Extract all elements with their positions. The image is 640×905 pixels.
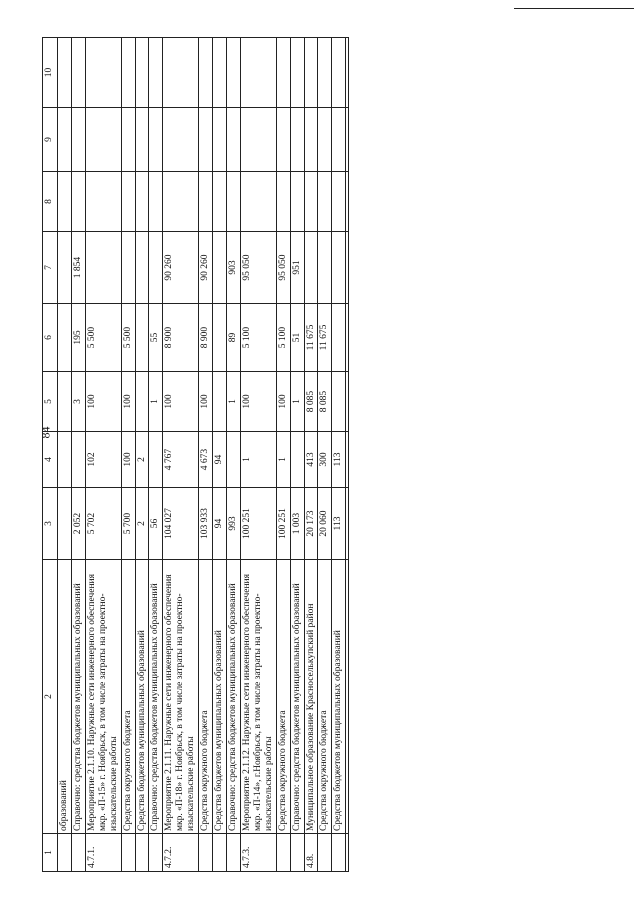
value-col6 <box>213 304 227 372</box>
value-col4: 4 673 <box>199 432 213 488</box>
row-name: образований <box>58 560 72 834</box>
value-col7 <box>58 232 72 304</box>
value-col6 <box>346 304 349 372</box>
value-col4: 94 <box>213 432 227 488</box>
value-col6: 195 <box>71 304 85 372</box>
table-row <box>318 38 332 872</box>
value-col9 <box>85 108 121 172</box>
value-col6: 11 675 <box>304 304 318 372</box>
row-code <box>318 834 332 872</box>
value-col4 <box>346 432 349 488</box>
value-col5 <box>332 372 346 432</box>
value-col8 <box>121 172 135 232</box>
value-col6 <box>332 304 346 372</box>
value-col3 <box>58 488 72 560</box>
value-col5: 100 <box>85 372 121 432</box>
row-code: 4.7.2. <box>163 834 199 872</box>
value-col4: 113 <box>332 432 346 488</box>
value-col9 <box>304 108 318 172</box>
row-name: Средства окружного бюджета <box>121 560 135 834</box>
value-col9 <box>213 108 227 172</box>
value-col9 <box>290 108 304 172</box>
value-col5 <box>213 372 227 432</box>
table-row <box>85 38 121 872</box>
value-col3 <box>346 488 349 560</box>
value-col5: 8 085 <box>318 372 332 432</box>
value-col10 <box>240 38 276 108</box>
value-col8 <box>71 172 85 232</box>
row-name: Справочно: средства бюджетов муниципальных образований <box>226 560 240 834</box>
row-name <box>346 560 349 834</box>
value-col8 <box>199 172 213 232</box>
value-col9 <box>199 108 213 172</box>
value-col8 <box>149 172 163 232</box>
value-col8 <box>85 172 121 232</box>
row-name: Средства бюджетов муниципальных образований <box>135 560 149 834</box>
table-row <box>240 38 276 872</box>
value-col10 <box>199 38 213 108</box>
value-col7 <box>135 232 149 304</box>
value-col5 <box>346 372 349 432</box>
value-col10 <box>318 38 332 108</box>
value-col5: 100 <box>163 372 199 432</box>
value-col9 <box>163 108 199 172</box>
row-code <box>290 834 304 872</box>
row-code: 4.7.1. <box>85 834 121 872</box>
value-col4: 100 <box>121 432 135 488</box>
value-col6 <box>135 304 149 372</box>
row-name: Справочно: средства бюджетов муниципальных образований <box>71 560 85 834</box>
table-row <box>58 38 72 872</box>
value-col9 <box>276 108 290 172</box>
value-col4: 1 <box>240 432 276 488</box>
value-col10 <box>276 38 290 108</box>
value-col5 <box>135 372 149 432</box>
value-col10 <box>213 38 227 108</box>
value-col10 <box>85 38 121 108</box>
value-col3: 104 027 <box>163 488 199 560</box>
value-col3: 20 173 <box>304 488 318 560</box>
row-name: Справочно: средства бюджетов муниципальных образований <box>149 560 163 834</box>
table-row <box>149 38 163 872</box>
row-code <box>346 834 349 872</box>
header-row <box>43 38 58 872</box>
top-rule <box>514 8 634 9</box>
value-col5: 3 <box>71 372 85 432</box>
table-row <box>121 38 135 872</box>
budget-table <box>42 37 349 872</box>
table-row <box>163 38 199 872</box>
value-col7: 903 <box>226 232 240 304</box>
row-name: Средства окружного бюджета <box>199 560 213 834</box>
value-col8 <box>276 172 290 232</box>
value-col10 <box>304 38 318 108</box>
value-col6: 55 <box>149 304 163 372</box>
value-col8 <box>213 172 227 232</box>
value-col6: 5 500 <box>85 304 121 372</box>
value-col6: 5 500 <box>121 304 135 372</box>
header-cell: 7 <box>43 232 58 304</box>
value-col3: 56 <box>149 488 163 560</box>
value-col9 <box>58 108 72 172</box>
value-col8 <box>332 172 346 232</box>
header-cell: 8 <box>43 172 58 232</box>
value-col6: 5 100 <box>240 304 276 372</box>
value-col8 <box>226 172 240 232</box>
value-col9 <box>121 108 135 172</box>
value-col6: 89 <box>226 304 240 372</box>
value-col4: 300 <box>318 432 332 488</box>
row-code <box>135 834 149 872</box>
row-code <box>213 834 227 872</box>
value-col3: 20 060 <box>318 488 332 560</box>
value-col8 <box>304 172 318 232</box>
value-col5: 1 <box>290 372 304 432</box>
value-col10 <box>58 38 72 108</box>
value-col6: 8 900 <box>199 304 213 372</box>
value-col7: 95 050 <box>240 232 276 304</box>
value-col5: 1 <box>149 372 163 432</box>
header-cell: 9 <box>43 108 58 172</box>
value-col9 <box>149 108 163 172</box>
value-col3: 113 <box>332 488 346 560</box>
value-col4 <box>58 432 72 488</box>
value-col4: 4 767 <box>163 432 199 488</box>
value-col6: 8 900 <box>163 304 199 372</box>
table-row <box>199 38 213 872</box>
row-name: Средства окружного бюджета <box>318 560 332 834</box>
value-col10 <box>226 38 240 108</box>
header-cell: 2 <box>43 560 58 834</box>
value-col8 <box>318 172 332 232</box>
value-col8 <box>240 172 276 232</box>
row-code <box>58 834 72 872</box>
value-col3: 1 003 <box>290 488 304 560</box>
value-col7: 1 854 <box>71 232 85 304</box>
value-col4: 2 <box>135 432 149 488</box>
header-cell: 10 <box>43 38 58 108</box>
row-code <box>71 834 85 872</box>
value-col7: 90 260 <box>163 232 199 304</box>
row-code <box>121 834 135 872</box>
value-col7 <box>332 232 346 304</box>
header-cell: 6 <box>43 304 58 372</box>
row-name: Справочно: средства бюджетов муниципальных образований <box>290 560 304 834</box>
value-col9 <box>318 108 332 172</box>
value-col3: 5 702 <box>85 488 121 560</box>
row-name: Мероприятие 2.1.10. Наружные сети инженерного обеспечения мкр. «П-15» г. Ноябрьск, в том числе затраты на проектно-изыскательские работы <box>85 560 121 834</box>
row-name: Мероприятие 2.1.12. Наружные сети инженерного обеспечения мкр. «П-14», г.Ноябрьск, в том числе затраты на проектно-изыскательские работы <box>240 560 276 834</box>
value-col7 <box>304 232 318 304</box>
table-row <box>346 38 349 872</box>
value-col6: 11 675 <box>318 304 332 372</box>
value-col6 <box>58 304 72 372</box>
value-col7 <box>149 232 163 304</box>
value-col9 <box>226 108 240 172</box>
value-col3: 993 <box>226 488 240 560</box>
value-col9 <box>135 108 149 172</box>
value-col6: 51 <box>290 304 304 372</box>
value-col4: 102 <box>85 432 121 488</box>
value-col7 <box>213 232 227 304</box>
value-col5: 100 <box>199 372 213 432</box>
value-col3: 94 <box>213 488 227 560</box>
value-col7: 951 <box>290 232 304 304</box>
header-cell: 4 <box>43 432 58 488</box>
value-col10 <box>163 38 199 108</box>
value-col3: 103 933 <box>199 488 213 560</box>
table-row <box>304 38 318 872</box>
table-row <box>213 38 227 872</box>
row-code <box>332 834 346 872</box>
value-col7: 90 260 <box>199 232 213 304</box>
header-cell: 3 <box>43 488 58 560</box>
row-code <box>276 834 290 872</box>
value-col7 <box>121 232 135 304</box>
rotated-table-wrapper <box>42 38 344 872</box>
value-col4 <box>226 432 240 488</box>
value-col5: 1 <box>226 372 240 432</box>
table-row <box>226 38 240 872</box>
value-col5: 100 <box>276 372 290 432</box>
value-col4 <box>71 432 85 488</box>
value-col8 <box>135 172 149 232</box>
header-cell: 5 <box>43 372 58 432</box>
row-name: Мероприятие 2.1.11. Наружные сети инженерного обеспечения мкр. «П-18» г. Ноябрьск, в том числе затраты на проектно-изыскательские работы <box>163 560 199 834</box>
table-row <box>290 38 304 872</box>
row-code: 4.7.3. <box>240 834 276 872</box>
value-col9 <box>346 108 349 172</box>
row-name: Средства бюджетов муниципальных образований <box>213 560 227 834</box>
value-col7 <box>346 232 349 304</box>
row-name: Средства окружного бюджета <box>276 560 290 834</box>
value-col8 <box>290 172 304 232</box>
value-col3: 5 700 <box>121 488 135 560</box>
value-col3: 2 <box>135 488 149 560</box>
row-name: Муниципальное образование Красноселькупский район <box>304 560 318 834</box>
value-col7: 95 050 <box>276 232 290 304</box>
value-col4: 413 <box>304 432 318 488</box>
table-row <box>332 38 346 872</box>
value-col10 <box>135 38 149 108</box>
value-col10 <box>290 38 304 108</box>
value-col9 <box>71 108 85 172</box>
value-col10 <box>346 38 349 108</box>
header-cell: 1 <box>43 834 58 872</box>
value-col7 <box>85 232 121 304</box>
value-col5 <box>58 372 72 432</box>
value-col9 <box>240 108 276 172</box>
value-col6: 5 100 <box>276 304 290 372</box>
table-row <box>135 38 149 872</box>
row-code: 4.8. <box>304 834 318 872</box>
value-col5: 100 <box>240 372 276 432</box>
value-col4 <box>290 432 304 488</box>
page-number: 84 <box>38 426 53 439</box>
value-col8 <box>346 172 349 232</box>
value-col7 <box>318 232 332 304</box>
value-col5: 8 085 <box>304 372 318 432</box>
value-col10 <box>332 38 346 108</box>
value-col8 <box>163 172 199 232</box>
value-col3: 100 251 <box>240 488 276 560</box>
table-row <box>71 38 85 872</box>
row-code <box>226 834 240 872</box>
value-col5: 100 <box>121 372 135 432</box>
value-col8 <box>58 172 72 232</box>
value-col3: 100 251 <box>276 488 290 560</box>
row-name: Средства бюджетов муниципальных образований <box>332 560 346 834</box>
table-row <box>276 38 290 872</box>
value-col10 <box>149 38 163 108</box>
row-code <box>149 834 163 872</box>
value-col10 <box>71 38 85 108</box>
value-col4: 1 <box>276 432 290 488</box>
value-col3: 2 052 <box>71 488 85 560</box>
row-code <box>199 834 213 872</box>
value-col4 <box>149 432 163 488</box>
value-col10 <box>121 38 135 108</box>
value-col9 <box>332 108 346 172</box>
